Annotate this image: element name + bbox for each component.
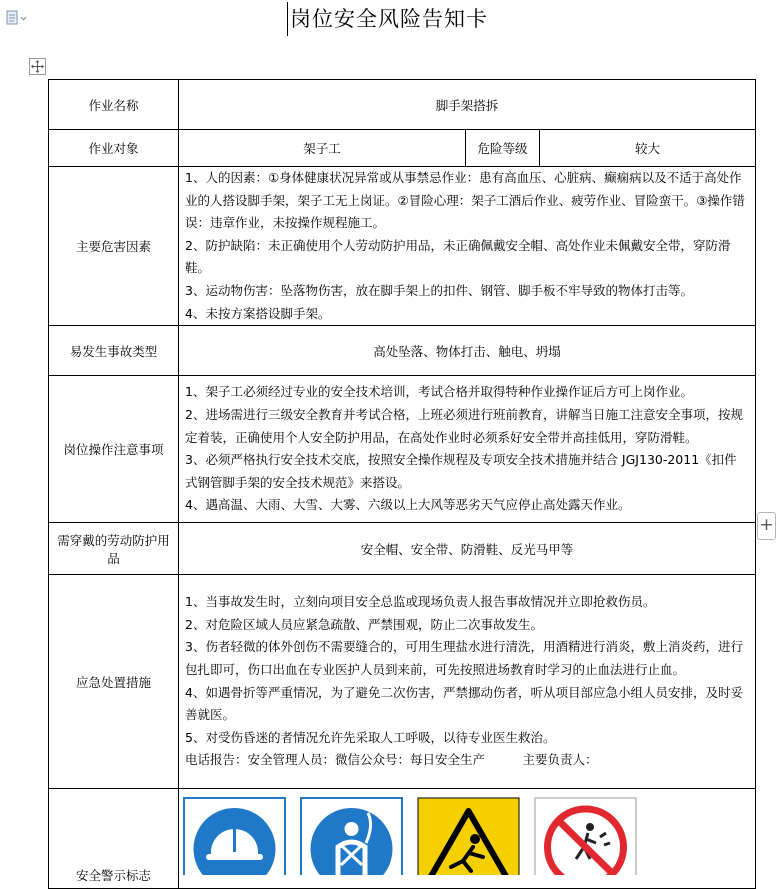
- caution-slip-fall-sign-icon: [417, 797, 520, 875]
- ppe-label: 需穿戴的劳动防护用品: [49, 523, 179, 575]
- signs-content[interactable]: [179, 789, 756, 889]
- emergency-item: 3、伤者轻微的体外创伤不需要缝合的，可用生理盐水进行清洗，用酒精进行消炎，敷上消炎药，进行包扎即可，伤口出血在专业医护人员到来前，可先按照进场教育时学习的止血法进行止血。: [185, 639, 743, 678]
- job-target-label: 作业对象: [49, 130, 179, 167]
- hazard-item: 3、运动物伤害：坠落物伤害，放在脚手架上的扣件、钢管、脚手板不牢导致的物体打击等。: [185, 282, 693, 298]
- hazard-item: 4、未按方案搭设脚手架。: [185, 305, 331, 321]
- risk-card-table: [48, 79, 756, 889]
- emergency-item: 1、当事故发生时，立刻向项目安全总监或现场负责人报告事故情况并立即抢救伤员。: [185, 594, 656, 610]
- emergency-item: 5、对受伤昏迷的者情况允许先采取人工呼吸，以待专业医生救治。: [185, 729, 556, 745]
- page-title[interactable]: 岗位安全风险告知卡: [287, 2, 488, 36]
- signs-label: 安全警示标志: [49, 789, 179, 889]
- table-row: [49, 523, 756, 575]
- job-target-value[interactable]: 架子工: [179, 130, 466, 167]
- table-row: [49, 167, 756, 326]
- wear-safety-harness-sign-icon: [300, 797, 403, 875]
- table-move-handle-icon[interactable]: [29, 58, 46, 75]
- table-row: [49, 789, 756, 889]
- document-menu-icon[interactable]: [6, 10, 28, 26]
- hazard-item: 1、人的因素：①身体健康状况异常或从事禁忌作业：患有高血压、心脏病、癫痫病以及不适于高处作业的人搭设脚手架，架子工无上岗证。②冒险心理：架子工酒后作业、疲劳作业、冒险蛮干。③操作错误：违章作业，未按操作规程施工。: [185, 170, 745, 231]
- precautions-label: 岗位操作注意事项: [49, 376, 179, 523]
- accident-types-value[interactable]: 高处坠落、物体打击、触电、坍塌: [179, 326, 756, 376]
- emergency-item: 2、对危险区域人员应紧急疏散、严禁围观，防止二次事故发生。: [185, 616, 543, 632]
- hazard-item: 2、防护缺陷：未正确使用个人劳动防护用品，未正确佩戴安全帽、高处作业未佩戴安全带，穿防滑鞋。: [185, 237, 731, 276]
- ppe-value[interactable]: 安全帽、安全带、防滑鞋、反光马甲等: [179, 523, 756, 575]
- table-row: [49, 80, 756, 130]
- wear-helmet-sign-icon: [183, 797, 286, 875]
- table-row: [49, 575, 756, 789]
- precaution-item: 1、架子工必须经过专业的安全技术培训，考试合格并取得特种作业操作证后方可上岗作业。: [185, 384, 693, 400]
- emergency-content[interactable]: [179, 575, 756, 789]
- precautions-content[interactable]: [179, 376, 756, 523]
- precaution-item: 3、必须严格执行安全技术交底，按照安全操作规程及专项安全技术措施并结合 JGJ130-2011《扣件式钢管脚手架的安全技术规范》来搭设。: [185, 452, 737, 490]
- table-row: [49, 326, 756, 376]
- no-throwing-sign-icon: [534, 797, 637, 875]
- job-name-value[interactable]: 脚手架搭拆: [179, 80, 756, 130]
- risk-level-label: 危险等级: [466, 130, 540, 167]
- emergency-label: 应急处置措施: [49, 575, 179, 789]
- table-row: [49, 376, 756, 523]
- emergency-item: 4、如遇骨折等严重情况，为了避免二次伤害，严禁挪动伤者，听从项目部应急小组人员安排，及时妥善就医。: [185, 684, 743, 723]
- risk-level-value[interactable]: 较大: [540, 130, 756, 167]
- table-row: [49, 130, 756, 167]
- precaution-item: 4、遇高温、大雨、大雪、大雾、六级以上大风等恶劣天气应停止高处露天作业。: [185, 497, 631, 513]
- add-column-button[interactable]: +: [757, 512, 776, 540]
- accident-types-label: 易发生事故类型: [49, 326, 179, 376]
- precaution-item: 2、进场需进行三级安全教育并考试合格，上班必须进行班前教育，讲解当日施工注意安全事项，按规定着装，正确使用个人安全防护用品，在高处作业时必须系好安全带并高挂低用，穿防滑鞋。: [185, 406, 743, 445]
- hazards-label: 主要危害因素: [49, 167, 179, 326]
- job-name-label: 作业名称: [49, 80, 179, 130]
- emergency-contact-line: 电话报告：安全管理人员：微信公众号：每日安全生产 主要负责人：: [185, 752, 598, 768]
- hazards-content[interactable]: [179, 167, 756, 326]
